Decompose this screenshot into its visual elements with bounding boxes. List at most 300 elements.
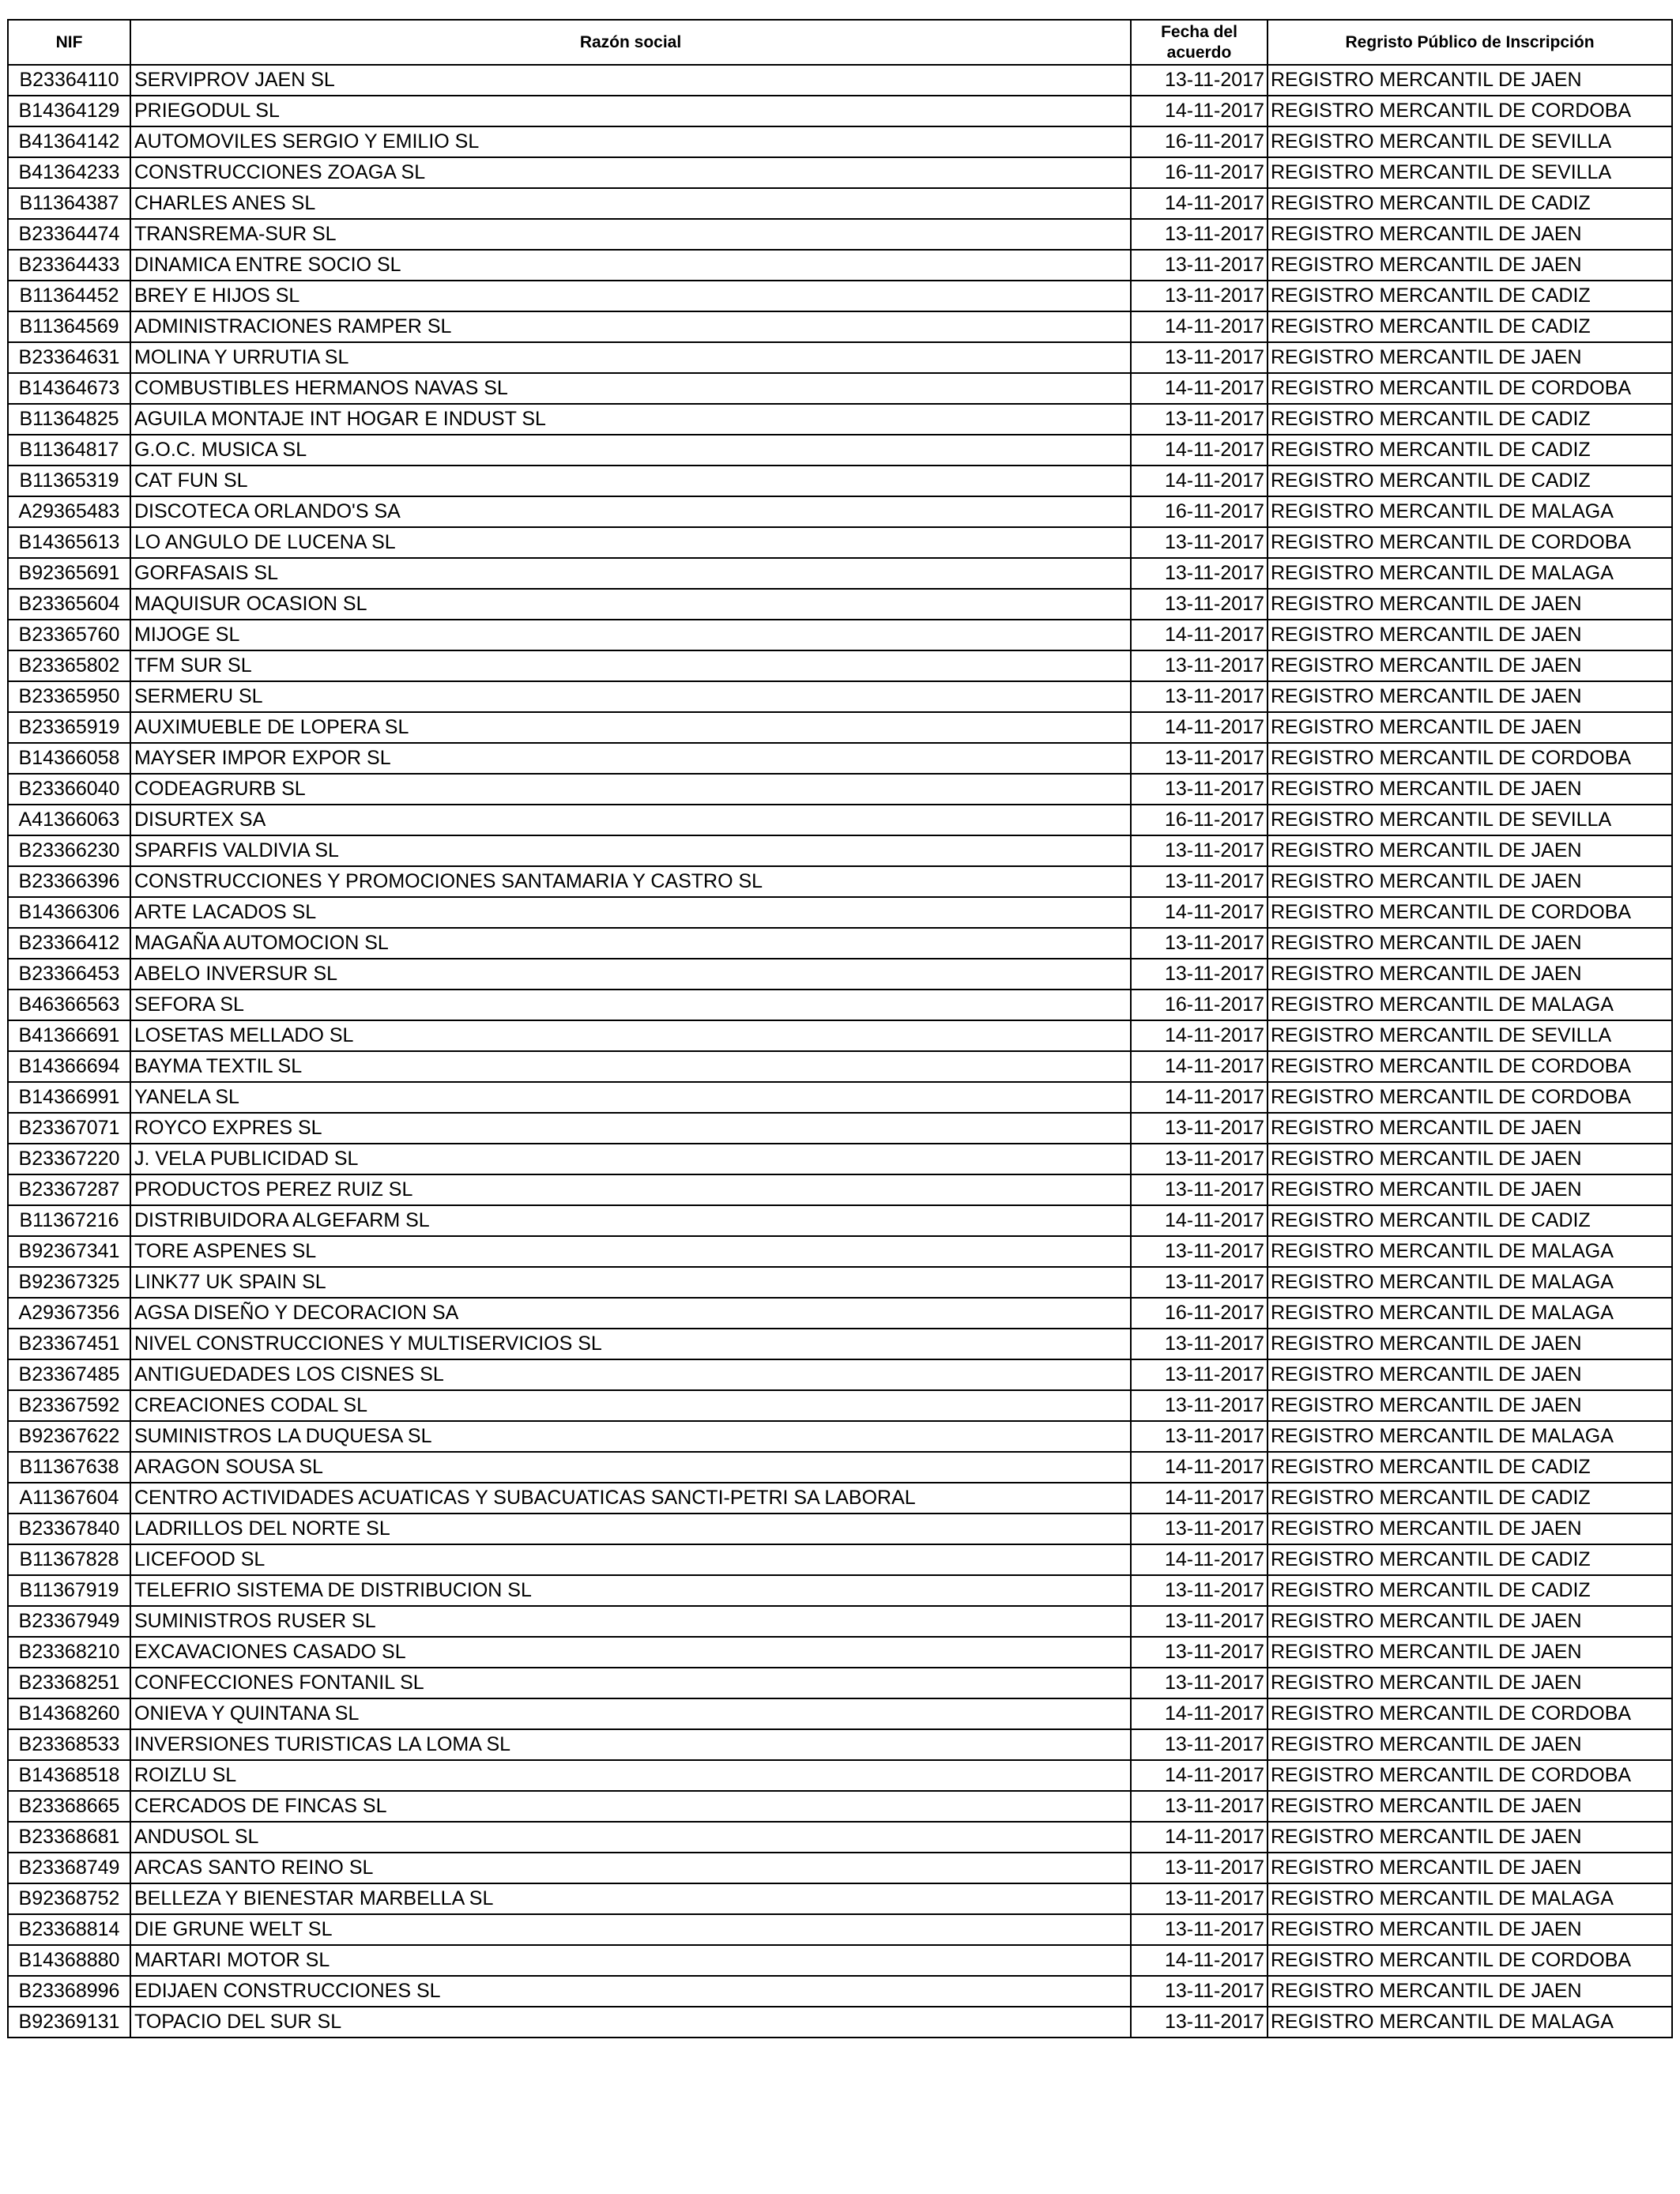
cell-company-name: LINK77 UK SPAIN SL xyxy=(130,1267,1131,1298)
table-row xyxy=(8,527,1672,558)
cell-registry: REGISTRO MERCANTIL DE MALAGA xyxy=(1268,1298,1672,1329)
cell-nif: A29365483 xyxy=(8,496,130,527)
cell-agreement-date: 13-11-2017 xyxy=(1131,1914,1268,1945)
cell-agreement-date: 14-11-2017 xyxy=(1131,311,1268,342)
cell-registry: REGISTRO MERCANTIL DE JAEN xyxy=(1268,1174,1672,1205)
header-date-line-1: Fecha del xyxy=(1161,22,1237,41)
cell-agreement-date: 14-11-2017 xyxy=(1131,1452,1268,1483)
cell-registry: REGISTRO MERCANTIL DE CADIZ xyxy=(1268,1544,1672,1575)
cell-company-name: CHARLES ANES SL xyxy=(130,188,1131,219)
table-row xyxy=(8,805,1672,835)
cell-agreement-date: 13-11-2017 xyxy=(1131,1267,1268,1298)
table-row xyxy=(8,65,1672,96)
table-row xyxy=(8,435,1672,466)
cell-agreement-date: 13-11-2017 xyxy=(1131,527,1268,558)
table-row xyxy=(8,959,1672,990)
cell-nif: B23365802 xyxy=(8,650,130,681)
cell-company-name: NIVEL CONSTRUCCIONES Y MULTISERVICIOS SL xyxy=(130,1329,1131,1359)
cell-company-name: SPARFIS VALDIVIA SL xyxy=(130,835,1131,866)
cell-agreement-date: 14-11-2017 xyxy=(1131,620,1268,650)
cell-agreement-date: 13-11-2017 xyxy=(1131,1637,1268,1668)
cell-company-name: ROIZLU SL xyxy=(130,1760,1131,1791)
header-agreement-date xyxy=(1131,20,1268,65)
cell-agreement-date: 13-11-2017 xyxy=(1131,1421,1268,1452)
table-row xyxy=(8,990,1672,1020)
cell-registry: REGISTRO MERCANTIL DE JAEN xyxy=(1268,250,1672,281)
table-row xyxy=(8,681,1672,712)
cell-company-name: BELLEZA Y BIENESTAR MARBELLA SL xyxy=(130,1883,1131,1914)
cell-agreement-date: 13-11-2017 xyxy=(1131,1976,1268,2007)
cell-nif: B23366412 xyxy=(8,928,130,959)
cell-registry: REGISTRO MERCANTIL DE CADIZ xyxy=(1268,1575,1672,1606)
cell-nif: B23368681 xyxy=(8,1822,130,1853)
cell-registry: REGISTRO MERCANTIL DE CORDOBA xyxy=(1268,743,1672,774)
cell-nif: B41364142 xyxy=(8,126,130,157)
cell-nif: B92369131 xyxy=(8,2007,130,2038)
cell-company-name: SERMERU SL xyxy=(130,681,1131,712)
cell-agreement-date: 13-11-2017 xyxy=(1131,1174,1268,1205)
header-company-name: Razón social xyxy=(130,20,1131,65)
header-date-line-2: acuerdo xyxy=(1166,43,1232,62)
cell-agreement-date: 14-11-2017 xyxy=(1131,1698,1268,1729)
cell-agreement-date: 13-11-2017 xyxy=(1131,1883,1268,1914)
cell-registry: REGISTRO MERCANTIL DE JAEN xyxy=(1268,774,1672,805)
cell-company-name: G.O.C. MUSICA SL xyxy=(130,435,1131,466)
cell-agreement-date: 13-11-2017 xyxy=(1131,558,1268,589)
cell-agreement-date: 13-11-2017 xyxy=(1131,1236,1268,1267)
cell-nif: B14368518 xyxy=(8,1760,130,1791)
table-row xyxy=(8,1853,1672,1883)
cell-registry: REGISTRO MERCANTIL DE JAEN xyxy=(1268,866,1672,897)
cell-nif: B11364569 xyxy=(8,311,130,342)
table-row xyxy=(8,1945,1672,1976)
cell-company-name: CONSTRUCCIONES Y PROMOCIONES SANTAMARIA Y CASTRO SL xyxy=(130,866,1131,897)
table-row xyxy=(8,1760,1672,1791)
cell-nif: B11365319 xyxy=(8,466,130,496)
cell-agreement-date: 13-11-2017 xyxy=(1131,589,1268,620)
cell-registry: REGISTRO MERCANTIL DE MALAGA xyxy=(1268,1883,1672,1914)
cell-agreement-date: 13-11-2017 xyxy=(1131,774,1268,805)
cell-company-name: LICEFOOD SL xyxy=(130,1544,1131,1575)
table-row xyxy=(8,1668,1672,1698)
table-row xyxy=(8,1544,1672,1575)
cell-registry: REGISTRO MERCANTIL DE CADIZ xyxy=(1268,311,1672,342)
cell-company-name: YANELA SL xyxy=(130,1082,1131,1113)
cell-company-name: ARAGON SOUSA SL xyxy=(130,1452,1131,1483)
cell-registry: REGISTRO MERCANTIL DE CORDOBA xyxy=(1268,527,1672,558)
cell-agreement-date: 13-11-2017 xyxy=(1131,928,1268,959)
cell-registry: REGISTRO MERCANTIL DE SEVILLA xyxy=(1268,1020,1672,1051)
cell-company-name: CENTRO ACTIVIDADES ACUATICAS Y SUBACUATICAS SANCTI-PETRI SA LABORAL xyxy=(130,1483,1131,1514)
cell-agreement-date: 13-11-2017 xyxy=(1131,743,1268,774)
cell-company-name: J. VELA PUBLICIDAD SL xyxy=(130,1144,1131,1174)
table-row xyxy=(8,1791,1672,1822)
table-row xyxy=(8,404,1672,435)
table-row xyxy=(8,1483,1672,1514)
cell-agreement-date: 14-11-2017 xyxy=(1131,712,1268,743)
cell-agreement-date: 13-11-2017 xyxy=(1131,866,1268,897)
cell-registry: REGISTRO MERCANTIL DE CORDOBA xyxy=(1268,1945,1672,1976)
cell-registry: REGISTRO MERCANTIL DE CADIZ xyxy=(1268,1483,1672,1514)
cell-nif: B23364631 xyxy=(8,342,130,373)
cell-nif: B92367622 xyxy=(8,1421,130,1452)
cell-registry: REGISTRO MERCANTIL DE CADIZ xyxy=(1268,404,1672,435)
cell-agreement-date: 13-11-2017 xyxy=(1131,1514,1268,1544)
table-row xyxy=(8,311,1672,342)
cell-registry: REGISTRO MERCANTIL DE CORDOBA xyxy=(1268,373,1672,404)
cell-nif: B46366563 xyxy=(8,990,130,1020)
cell-company-name: MAYSER IMPOR EXPOR SL xyxy=(130,743,1131,774)
cell-agreement-date: 13-11-2017 xyxy=(1131,342,1268,373)
cell-agreement-date: 13-11-2017 xyxy=(1131,1729,1268,1760)
cell-agreement-date: 13-11-2017 xyxy=(1131,1575,1268,1606)
table-row xyxy=(8,558,1672,589)
table-header xyxy=(8,20,1672,65)
cell-registry: REGISTRO MERCANTIL DE CORDOBA xyxy=(1268,1698,1672,1729)
cell-registry: REGISTRO MERCANTIL DE JAEN xyxy=(1268,620,1672,650)
cell-company-name: LADRILLOS DEL NORTE SL xyxy=(130,1514,1131,1544)
cell-company-name: AGSA DISEÑO Y DECORACION SA xyxy=(130,1298,1131,1329)
cell-agreement-date: 14-11-2017 xyxy=(1131,373,1268,404)
table-row xyxy=(8,96,1672,126)
cell-agreement-date: 14-11-2017 xyxy=(1131,1544,1268,1575)
cell-company-name: TORE ASPENES SL xyxy=(130,1236,1131,1267)
cell-nif: A41366063 xyxy=(8,805,130,835)
table-row xyxy=(8,620,1672,650)
cell-company-name: ADMINISTRACIONES RAMPER SL xyxy=(130,311,1131,342)
cell-agreement-date: 13-11-2017 xyxy=(1131,681,1268,712)
cell-nif: B14364673 xyxy=(8,373,130,404)
table-row xyxy=(8,1298,1672,1329)
cell-company-name: ROYCO EXPRES SL xyxy=(130,1113,1131,1144)
cell-registry: REGISTRO MERCANTIL DE JAEN xyxy=(1268,1822,1672,1853)
cell-nif: B11364817 xyxy=(8,435,130,466)
cell-registry: REGISTRO MERCANTIL DE MALAGA xyxy=(1268,990,1672,1020)
cell-registry: REGISTRO MERCANTIL DE MALAGA xyxy=(1268,1421,1672,1452)
cell-agreement-date: 13-11-2017 xyxy=(1131,1144,1268,1174)
cell-company-name: AGUILA MONTAJE INT HOGAR E INDUST SL xyxy=(130,404,1131,435)
cell-nif: B11364825 xyxy=(8,404,130,435)
cell-nif: B23367287 xyxy=(8,1174,130,1205)
cell-registry: REGISTRO MERCANTIL DE JAEN xyxy=(1268,1668,1672,1698)
cell-company-name: CONFECCIONES FONTANIL SL xyxy=(130,1668,1131,1698)
cell-agreement-date: 13-11-2017 xyxy=(1131,835,1268,866)
cell-registry: REGISTRO MERCANTIL DE SEVILLA xyxy=(1268,157,1672,188)
cell-registry: REGISTRO MERCANTIL DE JAEN xyxy=(1268,1359,1672,1390)
cell-nif: B23367451 xyxy=(8,1329,130,1359)
cell-agreement-date: 16-11-2017 xyxy=(1131,157,1268,188)
cell-company-name: EXCAVACIONES CASADO SL xyxy=(130,1637,1131,1668)
cell-company-name: CREACIONES CODAL SL xyxy=(130,1390,1131,1421)
cell-nif: B23365604 xyxy=(8,589,130,620)
table-row xyxy=(8,1329,1672,1359)
table-row xyxy=(8,1267,1672,1298)
cell-company-name: INVERSIONES TURISTICAS LA LOMA SL xyxy=(130,1729,1131,1760)
cell-company-name: TOPACIO DEL SUR SL xyxy=(130,2007,1131,2038)
cell-company-name: AUTOMOVILES SERGIO Y EMILIO SL xyxy=(130,126,1131,157)
cell-registry: REGISTRO MERCANTIL DE JAEN xyxy=(1268,219,1672,250)
cell-nif: B23367592 xyxy=(8,1390,130,1421)
table-row xyxy=(8,589,1672,620)
cell-registry: REGISTRO MERCANTIL DE CADIZ xyxy=(1268,435,1672,466)
table-row xyxy=(8,1082,1672,1113)
cell-agreement-date: 16-11-2017 xyxy=(1131,496,1268,527)
table-row xyxy=(8,1174,1672,1205)
cell-nif: B92367341 xyxy=(8,1236,130,1267)
cell-nif: A29367356 xyxy=(8,1298,130,1329)
cell-nif: B23366396 xyxy=(8,866,130,897)
cell-nif: B11364387 xyxy=(8,188,130,219)
cell-registry: REGISTRO MERCANTIL DE JAEN xyxy=(1268,1976,1672,2007)
cell-company-name: SUMINISTROS RUSER SL xyxy=(130,1606,1131,1637)
cell-registry: REGISTRO MERCANTIL DE CORDOBA xyxy=(1268,1082,1672,1113)
cell-agreement-date: 13-11-2017 xyxy=(1131,281,1268,311)
cell-nif: B23367071 xyxy=(8,1113,130,1144)
cell-company-name: DIE GRUNE WELT SL xyxy=(130,1914,1131,1945)
cell-registry: REGISTRO MERCANTIL DE JAEN xyxy=(1268,1729,1672,1760)
cell-registry: REGISTRO MERCANTIL DE CADIZ xyxy=(1268,1452,1672,1483)
cell-company-name: ABELO INVERSUR SL xyxy=(130,959,1131,990)
cell-nif: B23364474 xyxy=(8,219,130,250)
table-row xyxy=(8,281,1672,311)
cell-nif: B23368533 xyxy=(8,1729,130,1760)
cell-company-name: CONSTRUCCIONES ZOAGA SL xyxy=(130,157,1131,188)
cell-company-name: ARTE LACADOS SL xyxy=(130,897,1131,928)
table-row xyxy=(8,1051,1672,1082)
cell-agreement-date: 14-11-2017 xyxy=(1131,897,1268,928)
cell-company-name: PRODUCTOS PEREZ RUIZ SL xyxy=(130,1174,1131,1205)
cell-agreement-date: 13-11-2017 xyxy=(1131,650,1268,681)
cell-nif: B41366691 xyxy=(8,1020,130,1051)
cell-company-name: LO ANGULO DE LUCENA SL xyxy=(130,527,1131,558)
table-row xyxy=(8,743,1672,774)
cell-agreement-date: 13-11-2017 xyxy=(1131,1606,1268,1637)
cell-agreement-date: 14-11-2017 xyxy=(1131,188,1268,219)
cell-company-name: TFM SUR SL xyxy=(130,650,1131,681)
cell-registry: REGISTRO MERCANTIL DE JAEN xyxy=(1268,712,1672,743)
cell-nif: B41364233 xyxy=(8,157,130,188)
table-row xyxy=(8,866,1672,897)
cell-registry: REGISTRO MERCANTIL DE JAEN xyxy=(1268,589,1672,620)
cell-agreement-date: 16-11-2017 xyxy=(1131,805,1268,835)
table-row xyxy=(8,1113,1672,1144)
cell-agreement-date: 14-11-2017 xyxy=(1131,96,1268,126)
cell-registry: REGISTRO MERCANTIL DE CORDOBA xyxy=(1268,1051,1672,1082)
table-row xyxy=(8,373,1672,404)
cell-registry: REGISTRO MERCANTIL DE JAEN xyxy=(1268,928,1672,959)
table-row xyxy=(8,1421,1672,1452)
cell-agreement-date: 14-11-2017 xyxy=(1131,1020,1268,1051)
cell-registry: REGISTRO MERCANTIL DE JAEN xyxy=(1268,650,1672,681)
cell-registry: REGISTRO MERCANTIL DE JAEN xyxy=(1268,1144,1672,1174)
cell-nif: B14364129 xyxy=(8,96,130,126)
cell-registry: REGISTRO MERCANTIL DE JAEN xyxy=(1268,1514,1672,1544)
cell-nif: B23366040 xyxy=(8,774,130,805)
table-row xyxy=(8,1452,1672,1483)
table-row xyxy=(8,219,1672,250)
cell-agreement-date: 14-11-2017 xyxy=(1131,1205,1268,1236)
cell-agreement-date: 13-11-2017 xyxy=(1131,404,1268,435)
cell-registry: REGISTRO MERCANTIL DE JAEN xyxy=(1268,1606,1672,1637)
header-nif: NIF xyxy=(8,20,130,65)
cell-nif: B23368251 xyxy=(8,1668,130,1698)
cell-registry: REGISTRO MERCANTIL DE JAEN xyxy=(1268,959,1672,990)
cell-company-name: BREY E HIJOS SL xyxy=(130,281,1131,311)
cell-nif: B23367485 xyxy=(8,1359,130,1390)
cell-company-name: ONIEVA Y QUINTANA SL xyxy=(130,1698,1131,1729)
cell-agreement-date: 13-11-2017 xyxy=(1131,959,1268,990)
table-row xyxy=(8,342,1672,373)
cell-registry: REGISTRO MERCANTIL DE CADIZ xyxy=(1268,188,1672,219)
table-row xyxy=(8,1606,1672,1637)
table-row xyxy=(8,897,1672,928)
table-row xyxy=(8,1822,1672,1853)
cell-nif: B14368880 xyxy=(8,1945,130,1976)
table-row xyxy=(8,650,1672,681)
cell-company-name: MAGAÑA AUTOMOCION SL xyxy=(130,928,1131,959)
table-body xyxy=(8,65,1672,2038)
cell-nif: B14365613 xyxy=(8,527,130,558)
table-row xyxy=(8,1236,1672,1267)
table-row xyxy=(8,712,1672,743)
table-row xyxy=(8,835,1672,866)
cell-nif: B23368749 xyxy=(8,1853,130,1883)
cell-nif: B23368996 xyxy=(8,1976,130,2007)
cell-nif: B11364452 xyxy=(8,281,130,311)
cell-company-name: EDIJAEN CONSTRUCCIONES SL xyxy=(130,1976,1131,2007)
header-row xyxy=(8,20,1672,65)
cell-nif: B23368665 xyxy=(8,1791,130,1822)
table-row xyxy=(8,496,1672,527)
cell-agreement-date: 16-11-2017 xyxy=(1131,1298,1268,1329)
cell-company-name: SEFORA SL xyxy=(130,990,1131,1020)
cell-registry: REGISTRO MERCANTIL DE JAEN xyxy=(1268,1914,1672,1945)
table-row xyxy=(8,2007,1672,2038)
cell-nif: B23365760 xyxy=(8,620,130,650)
cell-company-name: DINAMICA ENTRE SOCIO SL xyxy=(130,250,1131,281)
cell-company-name: ARCAS SANTO REINO SL xyxy=(130,1853,1131,1883)
cell-nif: B92368752 xyxy=(8,1883,130,1914)
cell-registry: REGISTRO MERCANTIL DE JAEN xyxy=(1268,1791,1672,1822)
cell-agreement-date: 13-11-2017 xyxy=(1131,1113,1268,1144)
cell-agreement-date: 13-11-2017 xyxy=(1131,1359,1268,1390)
cell-company-name: SUMINISTROS LA DUQUESA SL xyxy=(130,1421,1131,1452)
cell-registry: REGISTRO MERCANTIL DE CADIZ xyxy=(1268,466,1672,496)
table-row xyxy=(8,1976,1672,2007)
cell-registry: REGISTRO MERCANTIL DE JAEN xyxy=(1268,1390,1672,1421)
table-row xyxy=(8,1144,1672,1174)
cell-registry: REGISTRO MERCANTIL DE JAEN xyxy=(1268,342,1672,373)
cell-agreement-date: 13-11-2017 xyxy=(1131,1329,1268,1359)
cell-registry: REGISTRO MERCANTIL DE MALAGA xyxy=(1268,2007,1672,2038)
cell-company-name: COMBUSTIBLES HERMANOS NAVAS SL xyxy=(130,373,1131,404)
cell-nif: B23365919 xyxy=(8,712,130,743)
cell-nif: B23364110 xyxy=(8,65,130,96)
cell-registry: REGISTRO MERCANTIL DE SEVILLA xyxy=(1268,126,1672,157)
cell-registry: REGISTRO MERCANTIL DE JAEN xyxy=(1268,1637,1672,1668)
cell-nif: A11367604 xyxy=(8,1483,130,1514)
table-row xyxy=(8,126,1672,157)
cell-nif: B23368814 xyxy=(8,1914,130,1945)
cell-registry: REGISTRO MERCANTIL DE JAEN xyxy=(1268,1113,1672,1144)
cell-agreement-date: 13-11-2017 xyxy=(1131,1668,1268,1698)
table-row xyxy=(8,1729,1672,1760)
cell-agreement-date: 13-11-2017 xyxy=(1131,250,1268,281)
cell-registry: REGISTRO MERCANTIL DE MALAGA xyxy=(1268,1267,1672,1298)
company-registry-table xyxy=(7,19,1673,2038)
cell-company-name: CAT FUN SL xyxy=(130,466,1131,496)
cell-company-name: PRIEGODUL SL xyxy=(130,96,1131,126)
cell-registry: REGISTRO MERCANTIL DE CORDOBA xyxy=(1268,1760,1672,1791)
cell-nif: B23367949 xyxy=(8,1606,130,1637)
cell-agreement-date: 16-11-2017 xyxy=(1131,126,1268,157)
cell-nif: B92365691 xyxy=(8,558,130,589)
cell-nif: B23366453 xyxy=(8,959,130,990)
table-row xyxy=(8,1514,1672,1544)
cell-registry: REGISTRO MERCANTIL DE CADIZ xyxy=(1268,1205,1672,1236)
cell-nif: B11367828 xyxy=(8,1544,130,1575)
cell-registry: REGISTRO MERCANTIL DE JAEN xyxy=(1268,835,1672,866)
cell-company-name: DISCOTECA ORLANDO'S SA xyxy=(130,496,1131,527)
cell-nif: B11367919 xyxy=(8,1575,130,1606)
cell-nif: B23364433 xyxy=(8,250,130,281)
cell-registry: REGISTRO MERCANTIL DE MALAGA xyxy=(1268,496,1672,527)
cell-company-name: GORFASAIS SL xyxy=(130,558,1131,589)
cell-nif: B11367216 xyxy=(8,1205,130,1236)
cell-registry: REGISTRO MERCANTIL DE SEVILLA xyxy=(1268,805,1672,835)
cell-agreement-date: 14-11-2017 xyxy=(1131,1822,1268,1853)
cell-nif: B23366230 xyxy=(8,835,130,866)
table-row xyxy=(8,1698,1672,1729)
cell-agreement-date: 13-11-2017 xyxy=(1131,65,1268,96)
cell-company-name: ANDUSOL SL xyxy=(130,1822,1131,1853)
cell-company-name: ANTIGUEDADES LOS CISNES SL xyxy=(130,1359,1131,1390)
cell-registry: REGISTRO MERCANTIL DE CORDOBA xyxy=(1268,96,1672,126)
table-row xyxy=(8,1575,1672,1606)
table-row xyxy=(8,774,1672,805)
table-row xyxy=(8,1914,1672,1945)
cell-company-name: BAYMA TEXTIL SL xyxy=(130,1051,1131,1082)
table-row xyxy=(8,1390,1672,1421)
cell-company-name: AUXIMUEBLE DE LOPERA SL xyxy=(130,712,1131,743)
cell-agreement-date: 13-11-2017 xyxy=(1131,219,1268,250)
cell-company-name: TRANSREMA-SUR SL xyxy=(130,219,1131,250)
cell-company-name: DISTRIBUIDORA ALGEFARM SL xyxy=(130,1205,1131,1236)
cell-nif: B23368210 xyxy=(8,1637,130,1668)
cell-registry: REGISTRO MERCANTIL DE JAEN xyxy=(1268,1853,1672,1883)
cell-agreement-date: 16-11-2017 xyxy=(1131,990,1268,1020)
cell-company-name: TELEFRIO SISTEMA DE DISTRIBUCION SL xyxy=(130,1575,1131,1606)
table-row xyxy=(8,1359,1672,1390)
cell-registry: REGISTRO MERCANTIL DE JAEN xyxy=(1268,65,1672,96)
cell-company-name: CODEAGRURB SL xyxy=(130,774,1131,805)
table-row xyxy=(8,157,1672,188)
cell-registry: REGISTRO MERCANTIL DE CADIZ xyxy=(1268,281,1672,311)
cell-agreement-date: 13-11-2017 xyxy=(1131,1791,1268,1822)
cell-nif: B92367325 xyxy=(8,1267,130,1298)
table-row xyxy=(8,1205,1672,1236)
cell-agreement-date: 13-11-2017 xyxy=(1131,2007,1268,2038)
cell-nif: B14368260 xyxy=(8,1698,130,1729)
cell-nif: B11367638 xyxy=(8,1452,130,1483)
cell-company-name: MAQUISUR OCASION SL xyxy=(130,589,1131,620)
table-row xyxy=(8,1637,1672,1668)
cell-company-name: MARTARI MOTOR SL xyxy=(130,1945,1131,1976)
cell-registry: REGISTRO MERCANTIL DE JAEN xyxy=(1268,1329,1672,1359)
cell-agreement-date: 14-11-2017 xyxy=(1131,1051,1268,1082)
cell-registry: REGISTRO MERCANTIL DE CORDOBA xyxy=(1268,897,1672,928)
cell-agreement-date: 14-11-2017 xyxy=(1131,466,1268,496)
